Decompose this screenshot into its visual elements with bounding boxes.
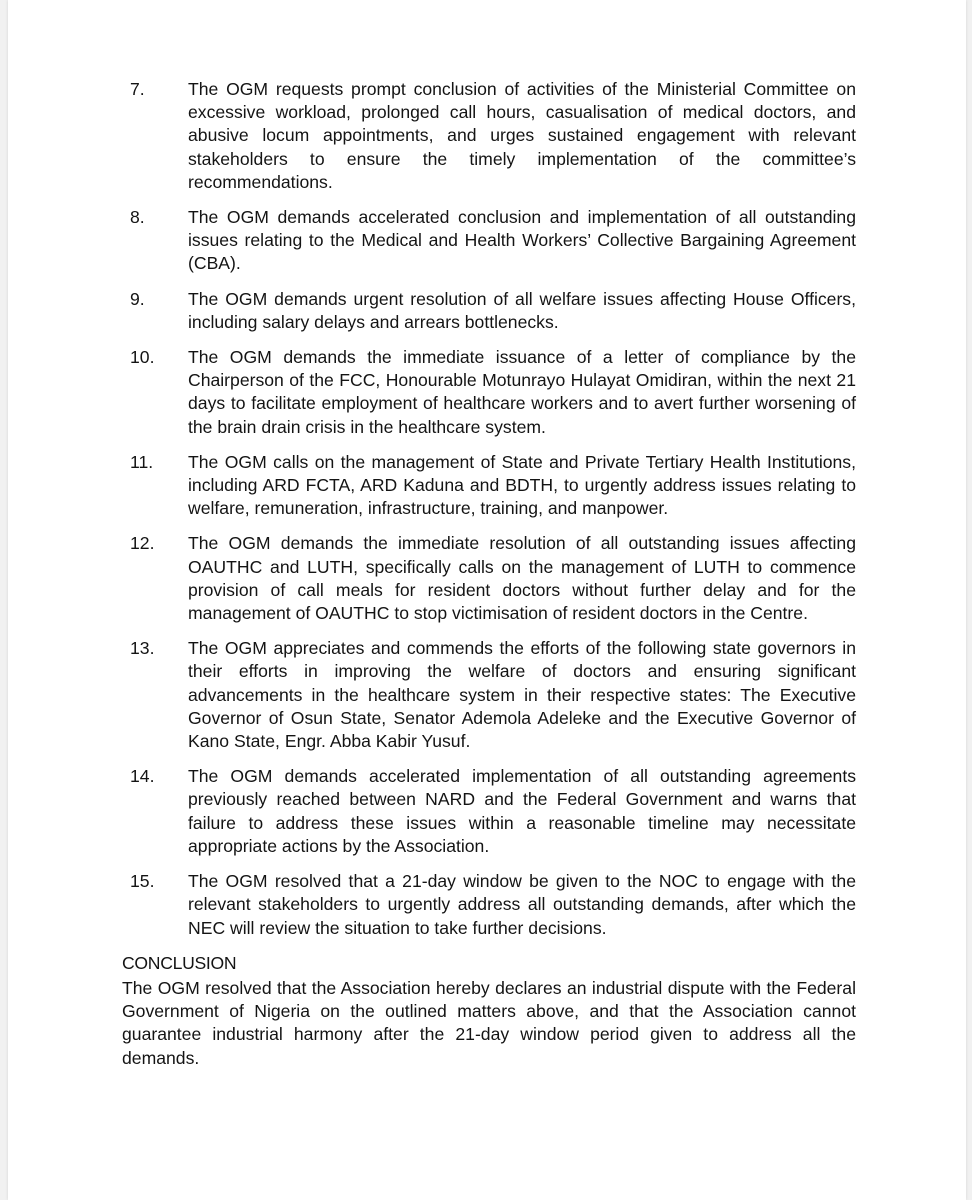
item-number: 15. — [130, 871, 155, 892]
resolution-item-11 — [122, 451, 856, 521]
document-page — [8, 0, 966, 1200]
item-text: The OGM calls on the management of State and Private Tertiary Health Institutions, including ARD FCTA, ARD Kaduna and BDTH, to urgently address issues relating to welfare, remuneration, infrastructure, training, and manpower. — [188, 451, 856, 519]
item-text: The OGM demands accelerated conclusion and implementation of all outstanding issues relating to the Medical and Health Workers’ Collective Bargaining Agreement (CBA). — [188, 207, 856, 274]
item-text: The OGM appreciates and commends the efforts of the following state governors in their efforts in improving the welfare of doctors and ensuring significant advancements in the healthcare system in their respective states: The Executive Governor of Osun State, Senator Ademola Adeleke and the Executive Governor of Kano State, Engr. Abba Kabir Yusuf. — [188, 638, 856, 752]
conclusion-text: The OGM resolved that the Association hereby declares an industrial dispute with the Federal Government of Nigeria on the outlined matters above, and that the Association cannot guarantee industrial harmony after the 21-day window period given to address all the demands. — [122, 977, 856, 1068]
item-number: 12. — [130, 533, 155, 554]
item-number: 10. — [130, 347, 155, 368]
item-number: 13. — [130, 638, 155, 659]
item-number: 9. — [130, 288, 145, 309]
document-content — [122, 78, 856, 1070]
resolution-item-7 — [122, 78, 856, 194]
resolution-item-10 — [122, 346, 856, 439]
conclusion-section — [122, 952, 856, 1070]
item-text: The OGM demands the immediate resolution of all outstanding issues affecting OAUTHC and LUTH, specifically calls on the management of LUTH to commence provision of call meals for resident doctors without further delay and for the management of OAUTHC to stop victimisation of resident doctors in the Centre. — [188, 533, 856, 624]
conclusion-heading: CONCLUSION — [122, 952, 237, 973]
resolution-item-12 — [122, 532, 856, 625]
item-text: The OGM resolved that a 21-day window be given to the NOC to engage with the relevant stakeholders to urgently address all outstanding demands, after which the NEC will review the situation to take further decisions. — [188, 871, 856, 938]
resolution-item-13 — [122, 637, 856, 753]
item-text: The OGM requests prompt conclusion of activities of the Ministerial Committee on excessive workload, prolonged call hours, casualisation of medical doctors, and abusive locum appointments, and urges sustained engagement with relevant stakeholders to ensure the timely implementation of the committee’s recommendations. — [188, 79, 856, 192]
item-text: The OGM demands the immediate issuance of a letter of compliance by the Chairperson of the FCC, Honourable Motunrayo Hulayat Omidiran, within the next 21 days to facilitate employment of healthcare workers and to avert further worsening of the brain drain crisis in the healthcare system. — [188, 347, 856, 437]
item-text: The OGM demands accelerated implementation of all outstanding agreements previously reached between NARD and the Federal Government and warns that failure to address these issues within a reasonable timeline may necessitate appropriate actions by the Association. — [188, 766, 856, 856]
resolution-item-8 — [122, 206, 856, 276]
item-number: 14. — [130, 766, 155, 787]
resolution-item-15 — [122, 870, 856, 940]
resolution-item-14 — [122, 765, 856, 858]
item-number: 7. — [130, 79, 145, 99]
item-text: The OGM demands urgent resolution of all welfare issues affecting House Officers, including salary delays and arrears bottlenecks. — [188, 288, 856, 332]
item-number: 8. — [130, 207, 145, 228]
resolution-item-9 — [122, 288, 856, 334]
item-number: 11. — [130, 451, 154, 472]
